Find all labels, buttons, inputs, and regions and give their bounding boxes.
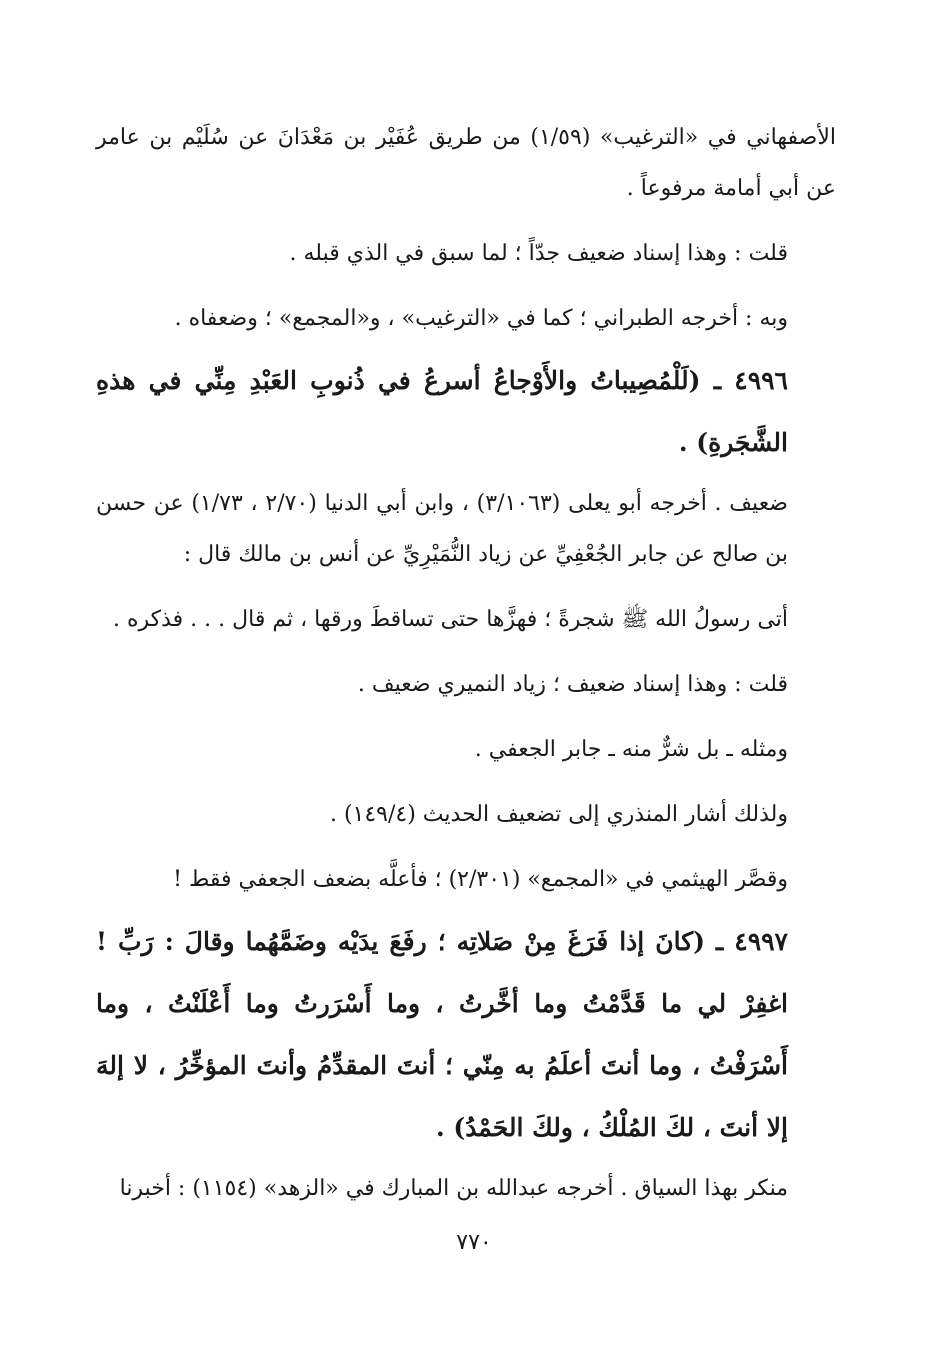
comment-paragraph: أتى رسولُ الله ﷺ شجرةً ؛ فهزَّها حتى تساقطَ ورقها ، ثم قال . . . فذكره . [112,607,788,632]
comment-paragraph: ومثله ـ بل شرٌّ منه ـ جابر الجعفي . [474,737,788,762]
comment-paragraph: قلت : وهذا إسناد ضعيف جدّاً ؛ لما سبق في الذي قبله . [289,241,788,266]
hadith-number: ٤٩٩٧ [734,927,788,956]
hadith-text: ـ (كانَ إذا فَرَغَ مِنْ صَلاتِه ؛ رفَعَ يدَيْه وضَمَّهُما وقالَ : رَبِّ ! اغفِرْ لي ما قَدَّمْتُ وما أخَّرتُ ، وما أَسْرَرتُ وما أَعْلَنْتُ ، وما أَسْرَفْتُ ، وما أنتَ أعلَمُ به مِنّي ؛ أنتَ المقدِّمُ وأنتَ المؤخِّرُ ، لا إلهَ إلا أنتَ ، لكَ المُلْكُ ، ولكَ الحَمْدُ) . [96,927,788,1142]
hadith-text: ـ (لَلْمُصِيباتُ والأَوْجاعُ أسرعُ في ذُنوبِ العَبْدِ مِنِّي في هذهِ الشَّجَرةِ) . [96,366,788,457]
comment-paragraph: قلت : وهذا إسناد ضعيف ؛ زياد النميري ضعيف . [357,672,788,697]
hadith-4996 [96,350,836,474]
page-number: ٧٧٠ [456,1230,492,1255]
comment-paragraph: وقصَّر الهيثمي في «المجمع» (٢/٣٠١) ؛ فأعلَّه بضعف الجعفي فقط ! [173,867,788,892]
hadith-number: ٤٩٩٦ [734,366,788,395]
page-body [96,112,836,1214]
continuation-paragraph: الأصفهاني في «الترغيب» (١/٥٩) من طريق عُفَيْر بن مَعْدَانَ عن سُلَيْم بن عامر عن أبي أمامة مرفوعاً . [96,125,836,201]
hadith-4997 [96,911,836,1159]
comment-paragraph: ولذلك أشار المنذري إلى تضعيف الحديث (١٤٩/٤) . [329,802,788,827]
comment-paragraph: وبه : أخرجه الطبراني ؛ كما في «الترغيب» ، و«المجمع» ؛ وضعفاه . [174,306,788,331]
takhrij-paragraph: منكر بهذا السياق . أخرجه عبدالله بن المبارك في «الزهد» (١١٥٤) : أخبرنا [119,1176,788,1201]
takhrij-paragraph: ضعيف . أخرجه أبو يعلى (٣/١٠٦٣) ، وابن أبي الدنيا (٢/٧٠ ، ١/٧٣) عن حسن بن صالح عن جابر الجُعْفِيِّ عن زياد النُّمَيْرِيِّ عن أنس بن مالك قال : [96,491,788,567]
